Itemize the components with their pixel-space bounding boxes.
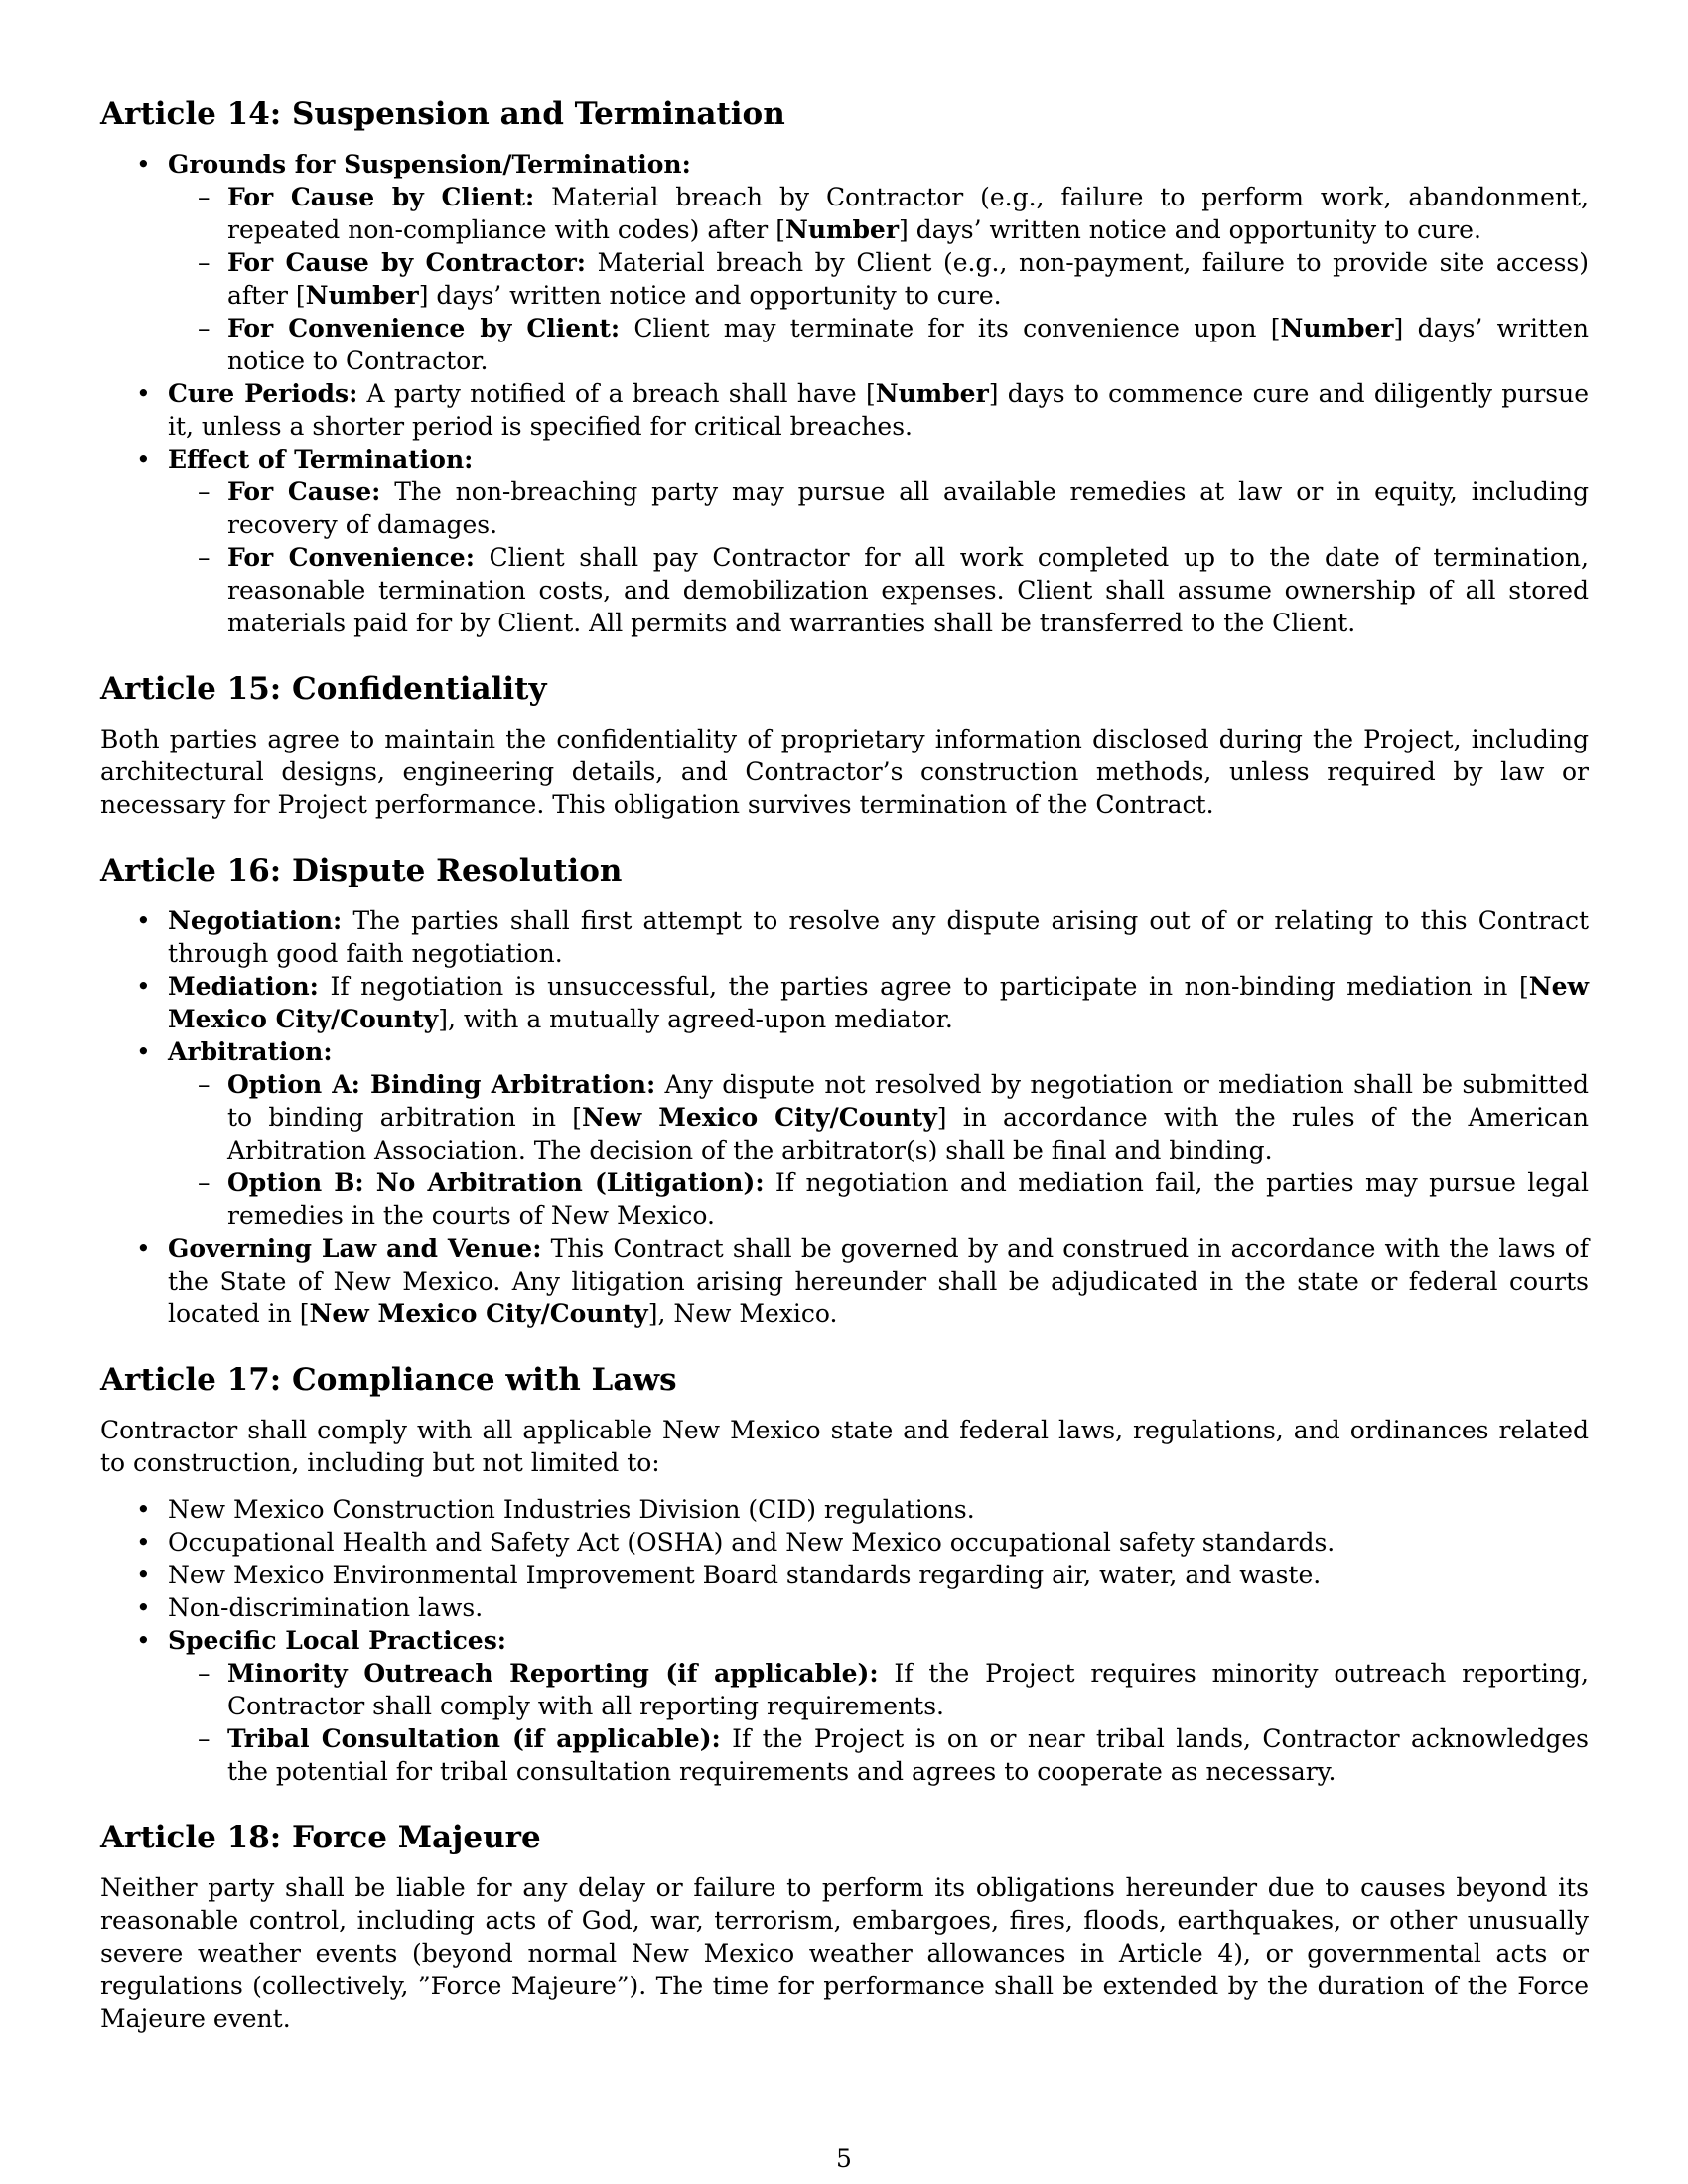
- placeholder: New Mexico City/County: [582, 1103, 937, 1132]
- article-14-title: Article 14: Suspension and Termination: [100, 96, 785, 132]
- text: The parties shall first attempt to resolve any dispute arising out of or relating to this Contract through good faith negotiation.: [168, 906, 1589, 968]
- text: ] days’ written notice and opportunity to cure.: [418, 281, 1002, 310]
- placeholder: Number: [875, 379, 989, 408]
- term-label: Option B: No Arbitration (Litigation):: [227, 1168, 765, 1197]
- list-item: [100, 1624, 1589, 1788]
- list-item: [100, 970, 1589, 1035]
- list-item: [100, 1232, 1589, 1330]
- list-item: [100, 148, 1589, 377]
- article-18-title: Article 18: Force Majeure: [100, 1820, 541, 1855]
- article-15-title: Article 15: Confidentiality: [100, 671, 547, 707]
- text: Client shall pay Contractor for all work completed up to the date of termination, reasonable termination costs, and demobilization expenses. Client shall assume ownership of all stored materials paid for by Client. All permits and warranties shall be transferred to the Client.: [227, 543, 1589, 637]
- list-item: [100, 904, 1589, 970]
- text: Client may terminate for its convenience upon [: [620, 314, 1281, 342]
- grounds-heading: Grounds for Suspension/Termination:: [168, 150, 691, 179]
- term-label: For Convenience:: [227, 543, 475, 572]
- text: This Contract shall be governed by and construed in accordance with the laws of the State of New Mexico. Any litigation arising hereunder shall be adjudicated in the state or federal courts located in [: [168, 1234, 1590, 1328]
- term-label: For Convenience by Client:: [227, 314, 621, 342]
- article-14-list: [100, 148, 1589, 639]
- article-18-body: Neither party shall be liable for any delay or failure to perform its obligations hereunder due to causes beyond its reasonable control, including acts of God, war, terrorism, embargoes, fires, floods, earthquakes, or other unusually severe weather events (beyond normal New Mexico weather allowances in Article 4), or governmental acts or regulations (collectively, ”Force Majeure”). The time for performance shall be extended by the duration of the Force Majeure event.: [100, 1873, 1589, 2033]
- text: If negotiation and mediation fail, the parties may pursue legal remedies in the courts of New Mexico.: [227, 1168, 1589, 1230]
- list-item: [100, 1035, 1589, 1232]
- list-item: [168, 1166, 1589, 1232]
- term-label: For Cause by Client:: [227, 183, 535, 211]
- list-item: [168, 312, 1589, 377]
- term-label: For Cause:: [227, 478, 381, 506]
- list-item: • Occupational Health and Safety Act (OSHA) and New Mexico occupational safety standards.: [100, 1526, 1589, 1559]
- list-item: [100, 377, 1589, 443]
- placeholder: New Mexico City/County: [309, 1299, 648, 1328]
- article-17-title: Article 17: Compliance with Laws: [100, 1362, 677, 1398]
- term-label: For Cause by Contractor:: [227, 248, 586, 277]
- text: Material breach by Client (e.g., non-payment, failure to provide site access) after [: [227, 248, 1589, 310]
- text: Material breach by Contractor (e.g., failure to perform work, abandonment, repeated non-compliance with codes) after [: [227, 183, 1589, 244]
- term-label: Cure Periods:: [168, 379, 358, 408]
- grounds-sublist: [168, 181, 1589, 377]
- article-17: [100, 1360, 1589, 1788]
- effect-heading: Effect of Termination:: [168, 445, 474, 474]
- list-item: [168, 1068, 1589, 1166]
- effect-sublist: [168, 476, 1589, 639]
- text: ], with a mutually agreed-upon mediator.: [438, 1005, 953, 1033]
- article-17-intro: Contractor shall comply with all applicable New Mexico state and federal laws, regulations, and ordinances related to construction, including but not limited to:: [100, 1416, 1589, 1477]
- list-item: [168, 476, 1589, 541]
- article-15: [100, 669, 1589, 821]
- term-label: Mediation:: [168, 972, 319, 1001]
- text: ] in accordance with the rules of the American Arbitration Association. The decision of the arbitrator(s) shall be final and binding.: [227, 1103, 1589, 1164]
- text: If the Project requires minority outreach reporting, Contractor shall comply with all reporting requirements.: [227, 1659, 1589, 1720]
- list-item: [100, 443, 1589, 639]
- term-label: Option A: Binding Arbitration:: [227, 1070, 656, 1099]
- placeholder: New Mexico City/County: [168, 972, 1589, 1033]
- term-label: Tribal Consultation (if applicable):: [227, 1724, 721, 1753]
- list-item: [168, 541, 1589, 639]
- article-14: [100, 94, 1589, 639]
- article-16-title: Article 16: Dispute Resolution: [100, 853, 623, 888]
- list-item: [168, 181, 1589, 246]
- arbitration-heading: Arbitration:: [168, 1037, 333, 1066]
- arbitration-sublist: [168, 1068, 1589, 1232]
- text: The non-breaching party may pursue all available remedies at law or in equity, including recovery of damages.: [227, 478, 1589, 539]
- article-18: [100, 1818, 1589, 2035]
- article-16: [100, 851, 1589, 1330]
- article-17-list: [100, 1493, 1589, 1788]
- placeholder: Number: [784, 215, 900, 244]
- term-label: Governing Law and Venue:: [168, 1234, 542, 1263]
- local-practices-heading: Specific Local Practices:: [168, 1626, 507, 1655]
- text: If the Project is on or near tribal lands, Contractor acknowledges the potential for tribal consultation requirements and agrees to cooperate as necessary.: [227, 1724, 1589, 1786]
- list-item: • New Mexico Environmental Improvement Board standards regarding air, water, and waste.: [100, 1559, 1589, 1591]
- local-practices-sublist: [168, 1657, 1589, 1788]
- placeholder: Number: [1280, 314, 1394, 342]
- page-number: 5: [836, 2144, 852, 2173]
- text: ] days’ written notice and opportunity to cure.: [899, 215, 1481, 244]
- list-item: • Non-discrimination laws.: [100, 1591, 1589, 1624]
- term-label: Minority Outreach Reporting (if applicable):: [227, 1659, 879, 1688]
- term-label: Negotiation:: [168, 906, 343, 935]
- text: If negotiation is unsuccessful, the parties agree to participate in non-binding mediation in [: [318, 972, 1529, 1001]
- text: Any dispute not resolved by negotiation or mediation shall be submitted to binding arbitration in [: [227, 1070, 1589, 1132]
- article-15-body: Both parties agree to maintain the confidentiality of proprietary information disclosed during the Project, including architectural designs, engineering details, and Contractor’s construction methods, unless required by law or necessary for Project performance. This obligation survives termination of the Contract.: [100, 725, 1589, 819]
- text: ] days’ written notice to Contractor.: [227, 314, 1589, 375]
- article-16-list: [100, 904, 1589, 1330]
- placeholder: Number: [305, 281, 419, 310]
- list-item: [168, 1657, 1589, 1722]
- text: ], New Mexico.: [647, 1299, 838, 1328]
- document-page: [100, 94, 1589, 2065]
- text: A party notified of a breach shall have [: [357, 379, 876, 408]
- text: ] days to commence cure and diligently pursue it, unless a shorter period is specified for critical breaches.: [168, 379, 1589, 441]
- list-item: [168, 246, 1589, 312]
- list-item: [168, 1722, 1589, 1788]
- list-item: • New Mexico Construction Industries Division (CID) regulations.: [100, 1493, 1589, 1526]
